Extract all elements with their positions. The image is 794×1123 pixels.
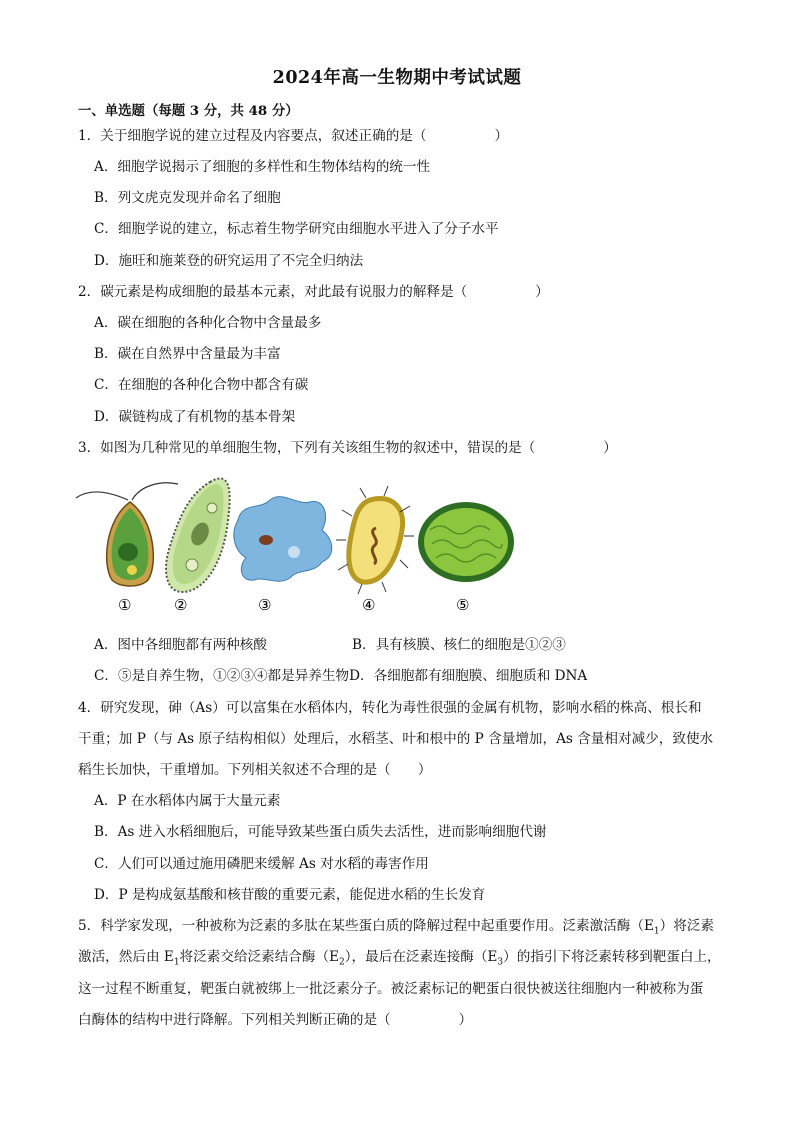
subscript: 1 [173,957,180,968]
question-4-stem-line-1: 4．研究发现，砷（As）可以富集在水稻体内，转化为毒性很强的金属有机物，影响水稻的株高、根长和 [78,700,702,716]
q3-option-a[interactable]: A．图中各细胞都有两种核酸 [94,637,267,653]
question-2-stem: 2．碳元素是构成细胞的最基本元素，对此最有说服力的解释是（ ） [78,284,549,300]
q5-text: ），最后在泛素连接酶（E [344,949,498,965]
amoeba-image [234,497,332,582]
figure-label-1: ① [118,596,132,614]
question-5-line-2 [78,948,721,972]
q5-text: ）将泛素 [659,918,715,934]
figure-label-4: ④ [362,596,376,614]
chlamydomonas-image [76,483,178,586]
subscript: 3 [497,957,504,968]
q1-option-d[interactable]: D．施旺和施莱登的研究运用了不完全归纳法 [94,253,364,269]
question-5-line-1 [78,917,714,941]
figure-label-2: ② [174,596,188,614]
q4-option-a[interactable]: A．P 在水稻体内属于大量元素 [94,793,281,809]
question-1-stem: 1．关于细胞学说的建立过程及内容要点，叙述正确的是（ ） [78,128,509,144]
q3-option-c-d[interactable]: C．⑤是自养生物，①②③④都是异养生物D．各细胞都有细胞膜、细胞质和 DNA [94,668,588,684]
q4-option-d[interactable]: D．P 是构成氨基酸和核苷酸的重要元素，能促进水稻的生长发育 [94,887,486,903]
paramecium-image [166,478,230,592]
q4-option-c[interactable]: C．人们可以通过施用磷肥来缓解 As 对水稻的毒害作用 [94,856,429,872]
q2-option-a[interactable]: A．碳在细胞的各种化合物中含量最多 [94,315,322,331]
q5-text: ）的指引下将泛素转移到靶蛋白上， [503,949,721,965]
single-cell-organisms-figure [70,470,530,620]
q5-text: 激活，然后由 E [78,949,174,965]
q5-text: 将泛素交给泛素结合酶（E [179,949,340,965]
question-5-line-3: 这一过程不断重复，靶蛋白就被绑上一批泛素分子。被泛素标记的靶蛋白很快被送往细胞内一种被称为蛋 [78,981,704,997]
question-3-stem: 3．如图为几种常见的单细胞生物，下列有关该组生物的叙述中，错误的是（ ） [78,440,617,456]
q1-option-c[interactable]: C．细胞学说的建立，标志着生物学研究由细胞水平进入了分子水平 [94,221,499,237]
q5-text: 5．科学家发现，一种被称为泛素的多肽在某些蛋白质的降解过程中起重要作用。泛素激活酶（E [78,918,654,934]
q1-option-b[interactable]: B．列文虎克发现并命名了细胞 [94,190,281,206]
q2-option-d[interactable]: D．碳链构成了有机物的基本骨架 [94,409,296,425]
q4-option-b[interactable]: B．As 进入水稻细胞后，可能导致某些蛋白质失去活性，进而影响细胞代谢 [94,824,547,840]
q3-option-b[interactable]: B．具有核膜、核仁的细胞是①②③ [352,637,566,653]
section-heading: 一、单选题（每题 3 分，共 48 分） [78,103,299,119]
q2-option-b[interactable]: B．碳在自然界中含量最为丰富 [94,346,281,362]
question-4-stem-line-2: 干重；加 P（与 As 原子结构相似）处理后，水稻茎、叶和根中的 P 含量增加，As 含量相对减少，致使水 [78,731,714,747]
subscript: 1 [653,926,660,937]
q2-option-c[interactable]: C．在细胞的各种化合物中都含有碳 [94,377,309,393]
green-cell-image [418,502,514,582]
figure-label-3: ③ [258,596,272,614]
page-title: 2024年高一生物期中考试试题 [272,68,522,88]
figure-label-5: ⑤ [456,596,470,614]
question-5-line-4: 白酶体的结构中进行降解。下列相关判断正确的是（ ） [78,1012,473,1028]
question-4-stem-line-3: 稻生长加快，干重增加。下列相关叙述不合理的是（ ） [78,762,432,778]
subscript: 2 [339,957,345,968]
bacterium-image [336,486,414,594]
q1-option-a[interactable]: A．细胞学说揭示了细胞的多样性和生物体结构的统一性 [94,159,431,175]
